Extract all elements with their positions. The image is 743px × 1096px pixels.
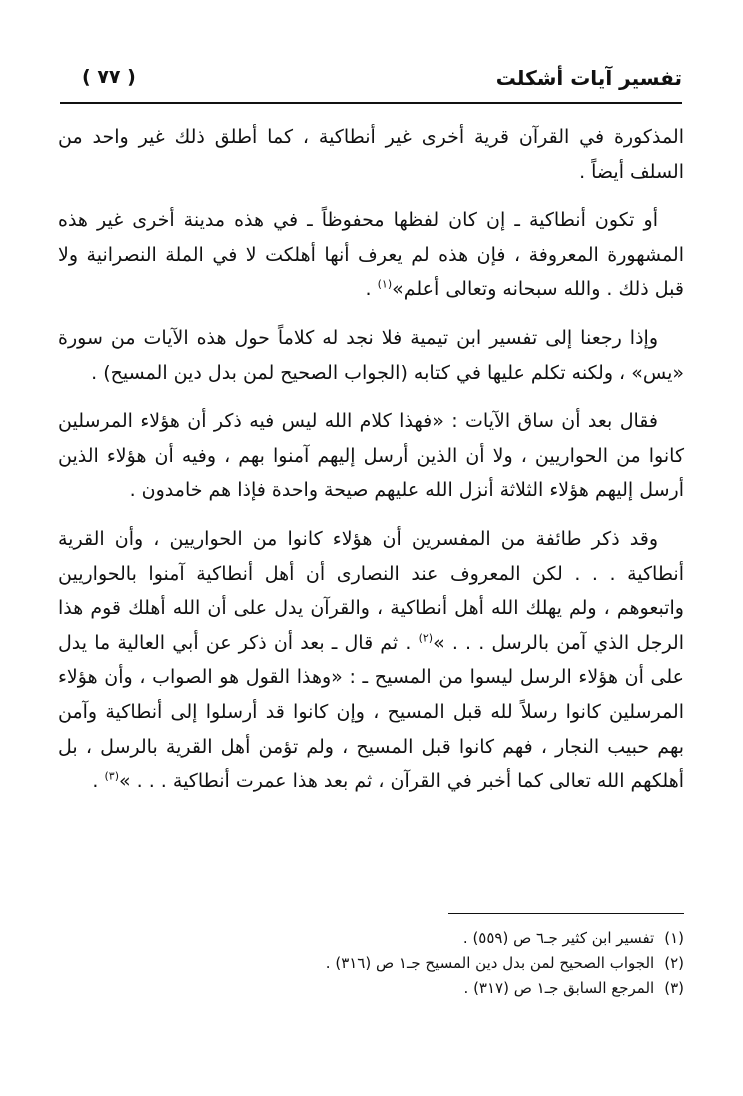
paragraph-2-text: أو تكون أنطاكية ـ إن كان لفظها محفوظاً ـ في هذه مدينة أخرى غير هذه المشهورة المعروفة ، فإن هذه لم يعرف أنها أهلكت لا في الملة النصرانية ولا قبل ذلك . والله سبحانه وتعالى أعلم»: [58, 209, 684, 301]
footnote-number: (٣): [664, 979, 684, 997]
paragraph-3: وإذا رجعنا إلى تفسير ابن تيمية فلا نجد له كلاماً حول هذه الآيات من سورة «يس» ، ولكنه تكلم عليها في كتابه (الجواب الصحيح لمن بدل دين المسيح) .: [58, 326, 684, 384]
footnote-number: (٢): [664, 954, 684, 972]
footnote-text: تفسير ابن كثير جـ٦ ص (٥٥٩) .: [462, 929, 655, 947]
footnote-ref-3: (٣): [104, 769, 119, 783]
paragraph-1: المذكورة في القرآن قرية أخرى غير أنطاكية ، كما أطلق ذلك غير واحد من السلف أيضاً .: [58, 126, 684, 183]
footnote-1: [300, 926, 684, 951]
paragraph-5-text: وقد ذكر طائفة من المفسرين أن هؤلاء كانوا من الحواريين ، وأن القرية أنطاكية . . . لكن المعروف عند النصارى أن أهل أنطاكية آمنوا بالحواريين واتبعوهم ، ولم يهلك الله أهل أنطاكية ، والقرآن يدل على أن الله أهلك قوم هذا الرجل الذي آمن بالرسل . . . »: [58, 527, 684, 654]
paragraph-5-continuation: . ثم قال ـ بعد أن ذكر عن أبي العالية ما يدل على أن هؤلاء الرسل ليسوا من المسيح ـ : «وهذا القول هو الصواب ، وأن هؤلاء المرسلين كانوا رسلاً لله قبل المسيح ، وإن كانوا قد أرسلوا إلى أنطاكية وآمن بهم حبيب النجار ، فهم كانوا قبل المسيح ، ولم تؤمن أهل القرية بالرسل ، بل أهلكهم الله تعالى كما أخبر في القرآن ، ثم بعد هذا عمرت أنطاكية . . . »: [58, 631, 684, 793]
footnote-ref-1: (١): [377, 278, 393, 292]
paragraph-2-end: .: [365, 278, 378, 301]
paragraph-2: [58, 203, 684, 307]
footnote-text: المرجع السابق جـ١ ص (٣١٧) .: [463, 979, 655, 997]
footnote-2: [300, 951, 684, 976]
running-header: [60, 62, 682, 100]
paragraph-5-end: .: [92, 770, 105, 793]
footnote-ref-2: (٢): [418, 631, 434, 645]
footnote-divider: [448, 913, 684, 914]
running-title: تفسير آيات أشكلت: [495, 66, 682, 90]
paragraph-4: فقال بعد أن ساق الآيات : «فهذا كلام الله ليس فيه ذكر أن هؤلاء المرسلين كانوا من الحواريين ، ولا أن الذين أرسل إليهم آمنوا بهم ، وفيه أن هؤلاء الذين أرسل إليهم هؤلاء الثلاثة أنزل الله عليهم صيحة واحدة فإذا هم خامدون .: [58, 410, 684, 502]
paragraph-5: [58, 522, 684, 799]
main-text: [58, 120, 684, 813]
footnotes: [300, 926, 684, 1001]
footnote-text: الجواب الصحيح لمن بدل دين المسيح جـ١ ص (٣١٦) .: [325, 954, 655, 972]
header-divider: [60, 102, 682, 104]
page-number: ( ٧٧ ): [82, 66, 136, 88]
footnote-3: [300, 976, 684, 1001]
footnote-number: (١): [664, 929, 684, 947]
